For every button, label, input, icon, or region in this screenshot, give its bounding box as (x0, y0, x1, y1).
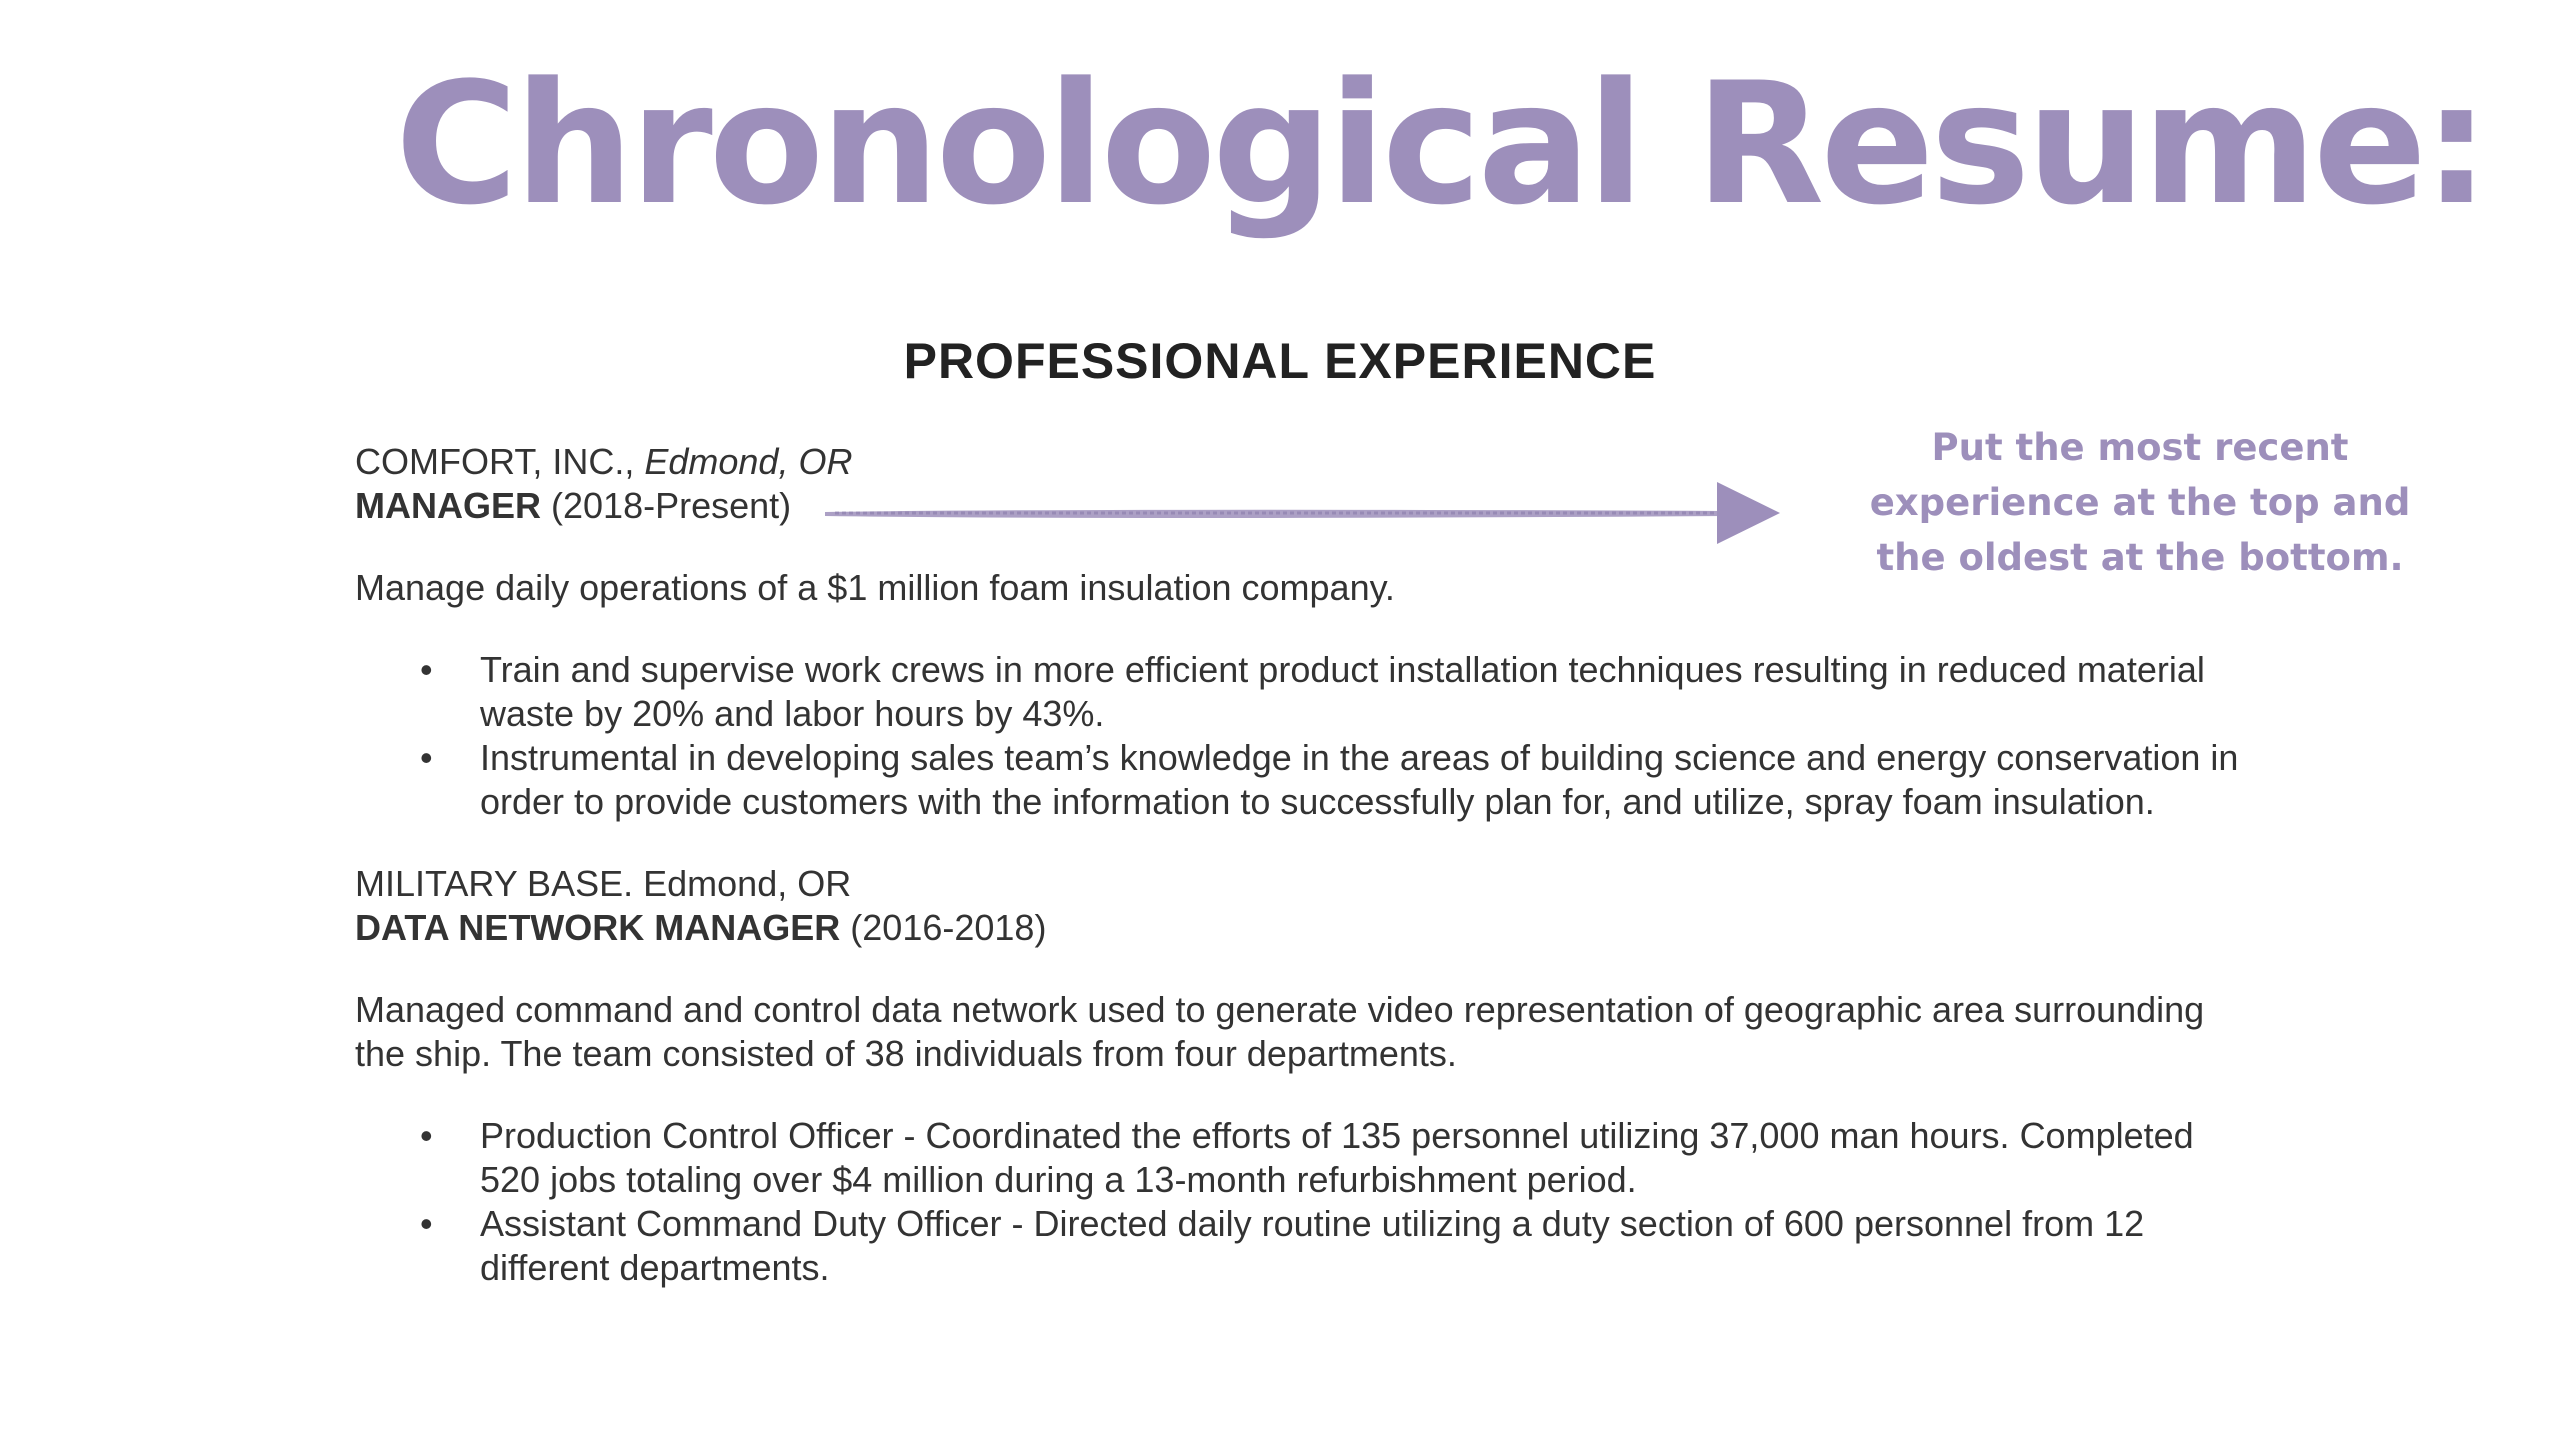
job-company-line (355, 440, 2255, 484)
job-bullets (355, 648, 2255, 824)
bullet-text: Instrumental in developing sales team’s knowledge in the areas of building science and energy conservation in order to provide customers with the information to successfully plan for, and utilize, spray foam insulation. (480, 737, 2239, 822)
bullet-icon: • (420, 737, 433, 778)
bullet-icon: • (420, 1203, 433, 1244)
bullet-text: Train and supervise work crews in more efficient product installation techniques resulting in reduced material waste by 20% and labor hours by 43%. (480, 649, 2205, 734)
section-heading: PROFESSIONAL EXPERIENCE (903, 333, 1657, 389)
company-name: MILITARY BASE. (355, 863, 634, 904)
bullet-text: Assistant Command Duty Officer - Directed daily routine utilizing a duty section of 600 personnel from 12 different departments. (480, 1203, 2145, 1288)
job-description: Manage daily operations of a $1 million foam insulation company. (355, 567, 1395, 608)
job-entry (355, 862, 2255, 1290)
job-title: DATA NETWORK MANAGER (355, 907, 841, 948)
bullet-icon: • (420, 649, 433, 690)
list-item (355, 1114, 2255, 1202)
list-item (355, 648, 2255, 736)
job-entry (355, 440, 2255, 824)
list-item (355, 736, 2255, 824)
job-dates: (2018-Present) (551, 485, 792, 526)
job-role-line (355, 906, 2255, 950)
page-title: Chronological Resume: (395, 46, 2487, 242)
job-company-line (355, 862, 2255, 906)
company-location: Edmond, OR (643, 863, 852, 904)
job-title: MANAGER (355, 485, 541, 526)
company-name: COMFORT, INC., (355, 441, 635, 482)
bullet-icon: • (420, 1115, 433, 1156)
job-description: Managed command and control data network used to generate video representation of geographic area surrounding the ship. The team consisted of 38 individuals from four departments. (355, 989, 2205, 1074)
job-bullets (355, 1114, 2255, 1290)
job-role-line (355, 484, 2255, 528)
job-dates: (2016-2018) (850, 907, 1047, 948)
bullet-text: Production Control Officer - Coordinated the efforts of 135 personnel utilizing 37,000 man hours. Completed 520 jobs totaling over $4 million during a 13-month refurbishment period. (480, 1115, 2194, 1200)
company-location: Edmond, OR (644, 441, 853, 482)
resume-body (355, 440, 2255, 1290)
list-item (355, 1202, 2255, 1290)
callout-note: Put the most recent experience at the top and the oldest at the bottom. (1869, 426, 2411, 579)
